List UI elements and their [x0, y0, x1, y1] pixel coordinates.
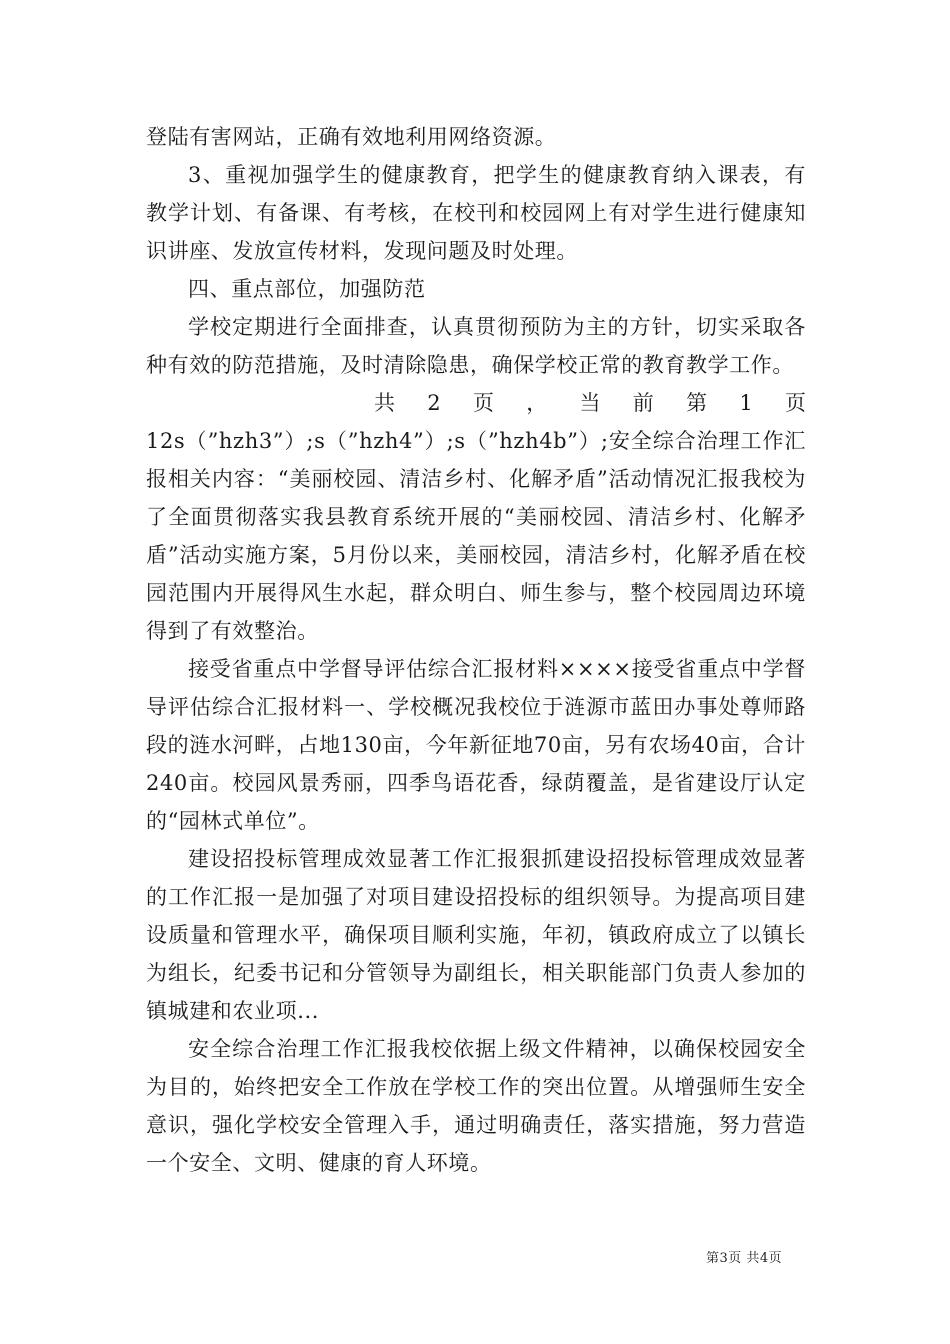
- pager-token: 第: [686, 391, 708, 415]
- pager-token: 页: [472, 391, 494, 415]
- document-body: [146, 118, 806, 1182]
- pager-token: 2: [427, 391, 441, 415]
- pager-token: 1: [739, 391, 753, 415]
- page-footer: 第3页 共4页: [706, 1251, 783, 1266]
- pager-token: 当: [579, 391, 601, 415]
- paragraph-bidding-management: 建设招投标管理成效显著工作汇报狠抓建设招投标管理成效显著的工作汇报一是加强了对项目建设招投标的组织领导。为提高项目建设质量和管理水平，确保项目顺利实施，年初，镇政府成立了以镇长为组长，纪委书记和分管领导为副组长，相关职能部门负责人参加的镇城建和农业项...: [146, 847, 806, 1023]
- pager-token: 前: [632, 391, 654, 415]
- pager-token: ，: [526, 391, 548, 415]
- paragraph-related-content: 12s（”hzh3”）;s（”hzh4”）;s（”hzh4b”）;安全综合治理工作汇报相关内容：“美丽校园、清洁乡村、化解矛盾”活动情况汇报我校为了全面贯彻落实我县教育系统开展的“美丽校园、清洁乡村、化解矛盾”活动实施方案，5月份以来，美丽校园，清洁乡村，化解矛盾在校园范围内开展得风生水起，群众明白、师生参与，整个校园周边环境得到了有效整治。: [146, 429, 806, 643]
- pager-token: 页: [785, 391, 806, 415]
- paragraph-school-overview: 接受省重点中学督导评估综合汇报材料××××接受省重点中学督导评估综合汇报材料一、学校概况我校位于涟源市蓝田办事处尊师路段的涟水河畔，占地130亩，今年新征地70亩，另有农场40亩，合计240亩。校园风景秀丽，四季鸟语花香，绿荫覆盖，是省建设厅认定的“园林式单位”。: [146, 657, 806, 833]
- paragraph-continuation: 登陆有害网站，正确有效地利用网络资源。: [146, 125, 557, 149]
- paragraph-inspection: 学校定期进行全面排查，认真贯彻预防为主的方针，切实采取各种有效的防范措施，及时清除隐患，确保学校正常的教育教学工作。: [146, 315, 806, 377]
- paragraph-health-education: 3、重视加强学生的健康教育，把学生的健康教育纳入课表，有教学计划、有备课、有考核，在校刊和校园网上有对学生进行健康知识讲座、发放宣传材料，发现问题及时处理。: [146, 163, 806, 263]
- paragraph-safety-governance: 安全综合治理工作汇报我校依据上级文件精神，以确保校园安全为目的，始终把安全工作放在学校工作的突出位置。从增强师生安全意识，强化学校安全管理入手，通过明确责任，落实措施，努力营造一个安全、文明、健康的育人环境。: [146, 1037, 806, 1175]
- section-heading-key-areas: 四、重点部位，加强防范: [188, 277, 426, 301]
- inline-page-counter: [146, 384, 806, 422]
- pager-token: 共: [374, 391, 395, 415]
